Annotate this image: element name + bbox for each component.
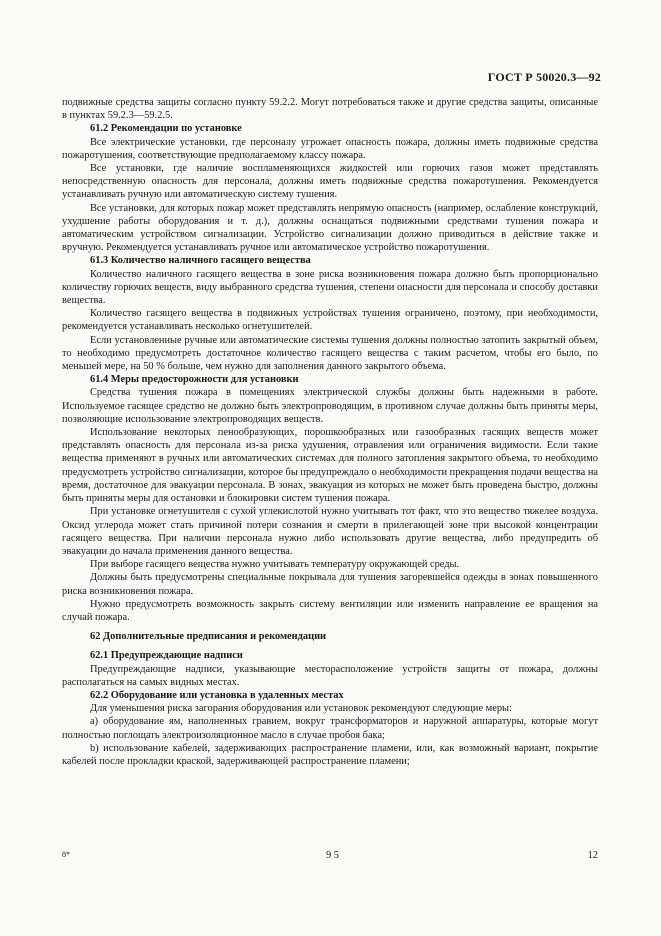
section-heading-61-2: 61.2 Рекомендации по установке	[90, 123, 242, 135]
paragraph: подвижные средства защиты согласно пункту 59.2.2. Могут потребоваться также и другие средства защиты, описанные в пунктах 59.2.3—59.2.5.	[62, 97, 598, 122]
paragraph: Для уменьшения риска загорания оборудования или установок рекомендуют следующие меры:	[90, 703, 512, 715]
paragraph: Количество наличного гасящего вещества в зоне риска возникновения пожара должно быть пропорционально количеству горючих веществ, виду выбранного средства тушения, степени опасности для персонала и способу доставки вещества.	[62, 268, 598, 307]
list-item: а) оборудование ям, наполненных гравием, вокруг трансформаторов и наружной аппаратуры, которые могут полностью поглощать электроизоляционное масло в случае пробоя бака;	[62, 716, 598, 741]
page-number: 12	[587, 850, 598, 861]
paragraph: Все установки, для которых пожар может представлять непрямую опасность (например, ослабление конструкций, ухудшение работы оборудования и т. д.), должны оснащаться подвижными средствами тушения пожара и автоматическим устройством сигнализации. Устройство сигнализации должно приводиться в действие также и вручную. Рекомендуется устанавливать ручное или автоматическое устройство пожаротушения.	[62, 202, 598, 254]
paragraph: Использование некоторых пенообразующих, порошкообразных или газообразных гасящих веществ может представлять опасность для персонала из-за риска удушения, отравления или ограничения видимости. Если такие вещества применяют в ручных или автоматических системах для полного затопления закрытого объема, то необходимо предусмотреть устройство сигнализации, которое бы предупреждало о необходимости прекращения подачи вещества на время, достаточное для эвакуации персонала. В зонах, эвакуация из которых не может быть проведена быстро, должны быть приняты меры для остановки и блокировки систем тушения пожара.	[62, 427, 598, 505]
paragraph: Количество гасящего вещества в подвижных устройствах тушения ограничено, поэтому, при необходимости, рекомендуется устанавливать несколько огнетушителей.	[62, 308, 598, 333]
section-heading-61-4: 61.4 Меры предосторожности для установки	[90, 374, 299, 386]
paragraph: Все установки, где наличие воспламеняющихся жидкостей или горючих газов может представлять непосредственную опасность для персонала, должны иметь подвижные средства пожаротушения. Рекомендуется устанавливать ручную или автоматическую систему тушения.	[62, 163, 598, 201]
paragraph: Все электрические установки, где персоналу угрожает опасность пожара, должны иметь подвижные средства пожаротушения, соответствующие предполагаемому классу пожара.	[62, 136, 598, 161]
section-heading-62: 62 Дополнительные предписания и рекомендации	[90, 631, 327, 643]
paragraph: Должны быть предусмотрены специальные покрывала для тушения загоревшейся одежды в зонах повышенного риска возникновения пожара.	[62, 572, 598, 597]
footer-signature-mark: 8*	[62, 850, 70, 859]
document-number-header: ГОСТ Р 50020.3—92	[487, 70, 601, 84]
page-footer	[62, 850, 598, 864]
section-heading-62-2: 62.2 Оборудование или установка в удаленных местах	[90, 689, 344, 701]
document-body	[62, 96, 598, 768]
paragraph: При установке огнетушителя с сухой углекислотой нужно учитывать тот факт, что это вещество тяжелее воздуха. Оксид углерода может стать причиной потери сознания и смерти в прилегающей зоне при высокой концентрации гасящего вещества. При наличии персонала нужно либо использовать другие вещества, либо предупредить об эвакуации до начала применения данного вещества.	[62, 506, 598, 557]
section-heading-61-3: 61.3 Количество наличного гасящего вещества	[90, 255, 311, 267]
paragraph: При выборе гасящего вещества нужно учитывать температуру окружающей среды.	[90, 559, 460, 571]
footer-center-mark: 9 5	[326, 850, 339, 861]
paragraph: Нужно предусмотреть возможность закрыть систему вентиляции или изменить направление ее вращения на случай пожара.	[62, 598, 598, 623]
paragraph: Средства тушения пожара в помещениях электрической службы должны быть надежными в работе. Используемое гасящее средство не должно быть электропроводящим, в противном случае должны быть приняты меры, позволяющие использование электропроводящих веществ.	[62, 387, 598, 425]
list-item: b) использование кабелей, задерживающих распространение пламени, или, как возможный вариант, покрытие кабелей после прокладки краской, задерживающей распространение пламени;	[62, 742, 598, 767]
paragraph: Если установленные ручные или автоматические системы тушения должны полностью затопить закрытый объем, то необходимо предусмотреть достаточное количество гасящего вещества с таким расчетом, чтобы его было, по меньшей мере, на 50 % больше, чем нужно для заполнения данного закрытого объема.	[62, 334, 598, 373]
paragraph: Предупреждающие надписи, указывающие месторасположение устройств защиты от пожара, должны располагаться на самых видных местах.	[62, 663, 598, 688]
section-heading-62-1: 62.1 Предупреждающие надписи	[90, 650, 243, 662]
